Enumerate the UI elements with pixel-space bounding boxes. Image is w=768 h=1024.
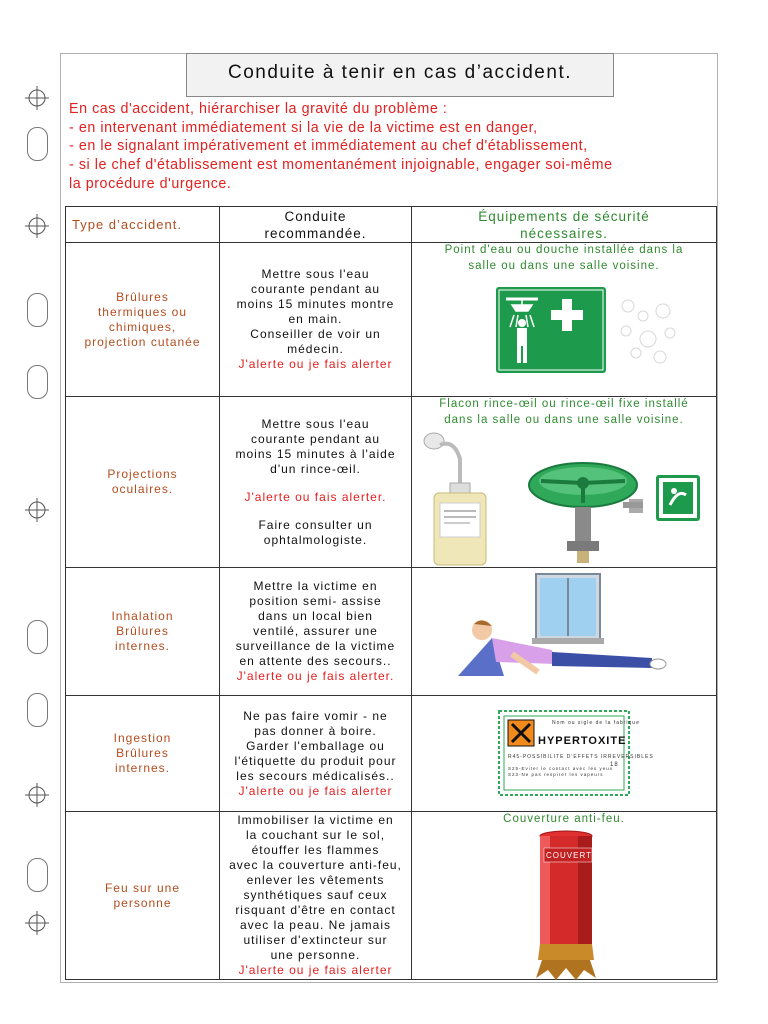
conduite-line: Ne pas faire vomir - ne	[243, 708, 388, 723]
table-row	[66, 812, 717, 980]
punch-hole	[27, 620, 48, 654]
fire-blanket-tube-image	[534, 830, 612, 983]
equipement-caption	[412, 243, 716, 274]
conduite-line: ventilé, assurer une	[253, 624, 378, 638]
punch-hole	[27, 693, 48, 727]
conduite-line: médecin.	[287, 342, 344, 356]
conduite-line: Mettre la victime en	[253, 579, 378, 593]
emergency-shower-sign	[496, 287, 606, 376]
conduite-line: en attente des secours..	[239, 654, 392, 668]
punch-hole	[27, 858, 48, 892]
intro-line: la procédure d'urgence.	[69, 175, 232, 192]
conduite-line: dans un local bien	[258, 609, 373, 623]
fixed-eyewash-image	[527, 459, 647, 566]
type-line: Brûlures	[116, 289, 169, 304]
label-number: 18	[610, 762, 619, 768]
conduite-line: courante pendant au	[250, 431, 381, 446]
header-equipement-line: Équipements de sécurité	[478, 208, 650, 224]
conduite-line: position semi- assise	[249, 594, 382, 608]
header-conduite	[220, 207, 412, 243]
crosshair-mark	[25, 86, 49, 115]
conduite-cell	[220, 397, 412, 568]
conduite-line: moins 15 minutes à l'aide	[235, 446, 396, 461]
alert-text: J'alerte ou je fais alerter.	[236, 669, 395, 683]
caption-line: Point d'eau ou douche installée dans la	[444, 244, 684, 256]
alert-text: J'alerte ou je fais alerter	[238, 357, 393, 371]
type-line: internes.	[114, 761, 171, 775]
accident-type	[66, 696, 220, 812]
accident-type	[66, 397, 220, 568]
equipement-cell	[412, 568, 717, 696]
tube-label: COUVERTURE	[546, 851, 612, 860]
intro-line: - en intervenant immédiatement si la vie de la victime est en danger,	[69, 119, 538, 136]
conduite-line: enlever les vêtements	[246, 873, 385, 887]
conduite-line: les secours médicalisés..	[236, 768, 395, 783]
conduite-line: Immobiliser la victime en	[237, 813, 394, 827]
header-equipement-line: nécessaires.	[520, 225, 608, 241]
conduite-line: l'étiquette du produit pour	[234, 753, 397, 768]
equipement-caption	[412, 812, 716, 828]
table-header-row	[66, 207, 717, 243]
type-line: projection cutanée	[84, 334, 201, 349]
conduite-cell	[220, 696, 412, 812]
conduite-cell	[220, 568, 412, 696]
caption-line: salle ou dans une salle voisine.	[468, 259, 660, 272]
equipement-cell	[412, 812, 717, 980]
conduite-line: pas donner à boire.	[254, 723, 377, 738]
equipement-cell	[412, 397, 717, 568]
type-line: internes.	[114, 639, 171, 653]
conduite-line: Conseiller de voir un	[250, 327, 381, 341]
conduite-line: avec la peau. Ne jamais	[239, 918, 392, 932]
conduite-line: une personne.	[270, 948, 361, 962]
conduite-line: Mettre sous l'eau	[261, 267, 370, 281]
intro-line: - en le signalant impérativement et immédiatement au chef d'établissement,	[69, 138, 588, 155]
accident-type	[66, 243, 220, 397]
punch-hole	[27, 293, 48, 327]
type-line: Inhalation	[111, 609, 174, 623]
crosshair-mark	[25, 214, 49, 243]
page-title: Conduite à tenir en cas d’accident.	[186, 53, 614, 97]
header-conduite-line: Conduite	[284, 208, 347, 224]
bubbles-decoration	[608, 291, 698, 374]
table-row	[66, 696, 717, 812]
conduite-line: la couchant sur le sol,	[245, 828, 386, 842]
conduite-line: moins 15 minutes montre	[236, 297, 395, 311]
intro-text	[69, 100, 719, 194]
type-line: thermiques ou	[97, 304, 188, 319]
accident-type	[66, 812, 220, 980]
product-label-image	[498, 710, 654, 799]
conduite-cell	[220, 243, 412, 397]
type-line: personne	[113, 895, 172, 910]
table-row	[66, 243, 717, 397]
equipement-cell	[412, 243, 717, 397]
type-line: Feu sur une	[104, 880, 181, 895]
punch-hole	[27, 127, 48, 161]
alert-text: J'alerte ou je fais alerter	[238, 963, 393, 977]
label-name: HYPERTOXITE	[538, 735, 627, 747]
punch-hole	[27, 365, 48, 399]
conduite-line: d'un rince-œil.	[270, 461, 361, 476]
conduite-line: avec la couverture anti-feu,	[229, 858, 402, 872]
label-line: S23-Ne pas respirer les vapeurs	[508, 772, 604, 777]
conduite-line: Garder l'emballage ou	[246, 738, 385, 753]
label-line: R45-POSSIBILITE D'EFFETS IRREVERSIBLES	[508, 754, 654, 760]
intro-line: - si le chef d'établissement est momentanément injoignable, engager soi-même	[69, 157, 613, 174]
conduite-line: courante pendant au	[250, 282, 381, 296]
conduite-line: Faire consulter un	[258, 517, 373, 532]
equipement-caption	[412, 397, 716, 428]
type-line: Ingestion	[113, 731, 172, 745]
header-type: Type d’accident.	[66, 207, 220, 243]
eyewash-bottle-image	[420, 431, 490, 568]
conduite-line: utiliser d'extincteur sur	[243, 933, 388, 947]
conduite-cell	[220, 812, 412, 980]
crosshair-mark	[25, 783, 49, 812]
conduite-line: Mettre sous l'eau	[261, 416, 370, 431]
crosshair-mark	[25, 498, 49, 527]
eyewash-sign	[656, 475, 700, 524]
type-line: Brûlures	[116, 746, 169, 760]
type-line: oculaires.	[111, 482, 174, 496]
type-line: Brûlures	[116, 624, 169, 638]
caption-line: Couverture anti-feu.	[503, 813, 625, 825]
accident-type	[66, 568, 220, 696]
recovery-position-image	[452, 572, 692, 695]
label-line: S25-Eviter le contact avec les yeux	[508, 766, 614, 771]
header-equipement	[412, 207, 717, 243]
header-conduite-line: recommandée.	[264, 225, 367, 241]
alert-text: J'alerte ou je fais alerter	[238, 783, 393, 798]
table-row	[66, 397, 717, 568]
conduite-line: étouffer les flammes	[251, 843, 380, 857]
table-row	[66, 568, 717, 696]
accident-table	[65, 206, 717, 980]
conduite-line: risquant d'être en contact	[235, 903, 396, 917]
caption-line: dans la salle ou dans une salle voisine.	[444, 413, 684, 426]
caption-line: Flacon rince-œil ou rince-œil fixe installé	[439, 398, 689, 410]
crosshair-mark	[25, 911, 49, 940]
type-line: chimiques,	[108, 319, 177, 334]
conduite-line: surveillance de la victime	[235, 639, 396, 653]
alert-text: J'alerte ou fais alerter.	[244, 489, 387, 504]
conduite-line: ophtalmologiste.	[263, 532, 368, 547]
conduite-line: en main.	[288, 312, 343, 326]
equipement-cell	[412, 696, 717, 812]
type-line: Projections	[107, 467, 178, 481]
intro-line: En cas d'accident, hiérarchiser la gravité du problème :	[69, 101, 448, 117]
label-small-text: Nom ou sigle de la fabrique	[552, 720, 640, 726]
conduite-line: synthétiques sauf ceux	[243, 888, 388, 902]
